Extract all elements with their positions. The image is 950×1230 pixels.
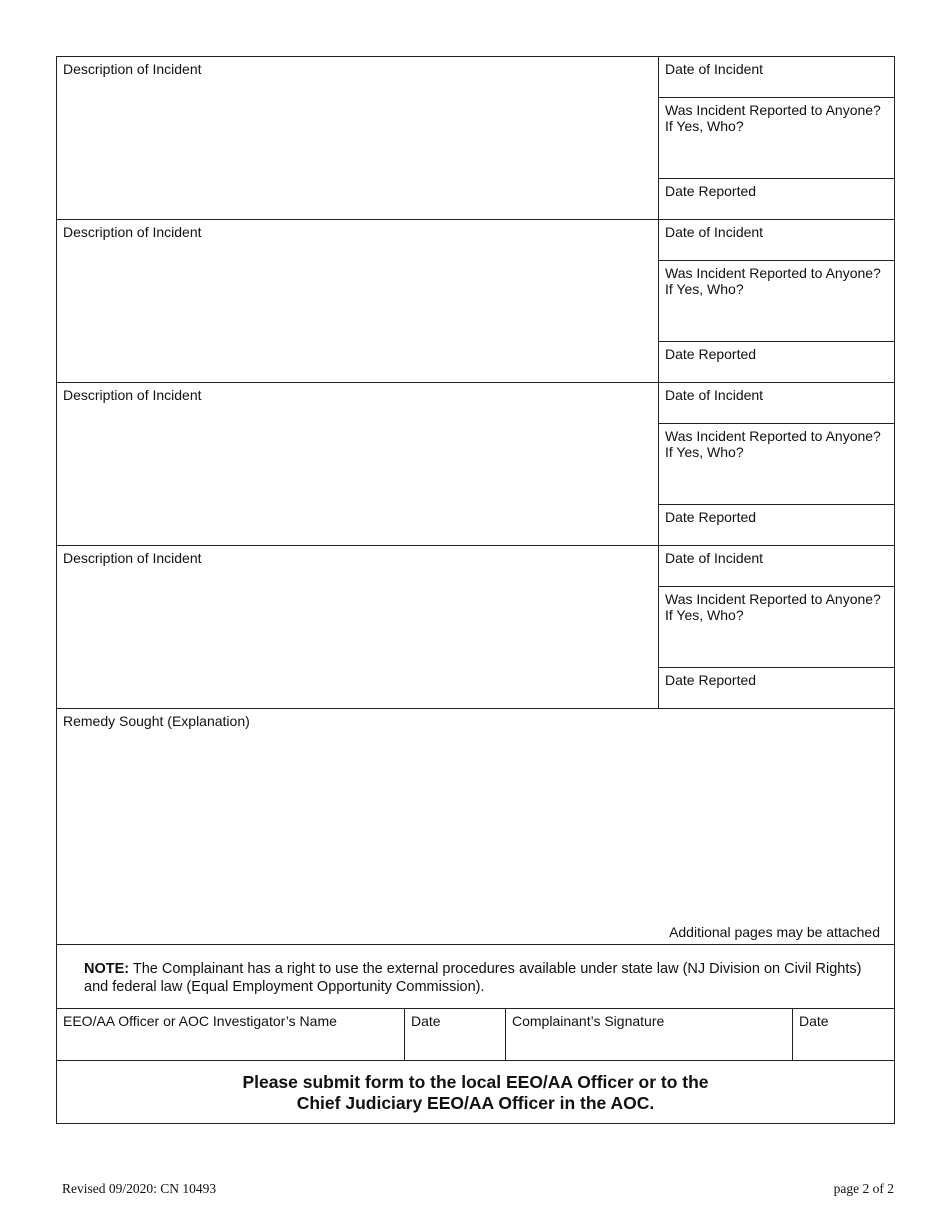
incident-date-field[interactable]: [659, 57, 894, 98]
date-reported-field[interactable]: [659, 668, 894, 708]
incident-block-2: [57, 220, 894, 383]
incident-description-label: Description of Incident: [63, 61, 202, 77]
incident-description-label: Description of Incident: [63, 387, 202, 403]
incident-block-1: [57, 57, 894, 220]
incident-reported-who-label: If Yes, Who?: [665, 118, 744, 134]
incident-date-field[interactable]: [659, 220, 894, 261]
incident-reported-field[interactable]: [659, 424, 894, 505]
incident-reported-label: Was Incident Reported to Anyone?: [665, 428, 881, 444]
incident-description-label: Description of Incident: [63, 550, 202, 566]
incident-date-field[interactable]: [659, 546, 894, 587]
signature-row: [57, 1009, 894, 1061]
incident-description-field[interactable]: [57, 220, 659, 382]
incident-description-field[interactable]: [57, 383, 659, 545]
revision-footer: Revised 09/2020: CN 10493: [62, 1181, 217, 1196]
remedy-sought-field[interactable]: [57, 709, 894, 945]
remedy-sought-label: Remedy Sought (Explanation): [63, 713, 250, 729]
incident-reported-label: Was Incident Reported to Anyone?: [665, 591, 881, 607]
incident-description-field[interactable]: [57, 57, 659, 219]
date-reported-label: Date Reported: [665, 509, 757, 525]
submit-line-2: Chief Judiciary EEO/AA Officer in the AOC.: [296, 1093, 655, 1113]
incident-date-label: Date of Incident: [665, 224, 764, 240]
incident-reported-field[interactable]: [659, 587, 894, 668]
complainant-signature-label: Complainant’s Signature: [512, 1013, 665, 1029]
officer-date-label: Date: [411, 1013, 441, 1029]
note-text: The Complainant has a right to use the external procedures available under state law (NJ Division on Civil Rights) and federal law (Equal Employment Opportunity Commission).: [84, 961, 862, 995]
date-reported-label: Date Reported: [665, 183, 757, 199]
incident-reported-label: Was Incident Reported to Anyone?: [665, 265, 881, 281]
date-reported-field[interactable]: [659, 505, 894, 545]
incident-reported-who-label: If Yes, Who?: [665, 444, 744, 460]
officer-name-label: EEO/AA Officer or AOC Investigator’s Name: [63, 1013, 337, 1029]
officer-name-field[interactable]: [57, 1009, 405, 1060]
submit-instructions: [57, 1061, 894, 1123]
submit-line-1: Please submit form to the local EEO/AA Officer or to the: [242, 1072, 709, 1092]
officer-date-field[interactable]: [405, 1009, 506, 1060]
additional-pages-note: Additional pages may be attached: [669, 924, 880, 940]
complaint-form: [56, 56, 895, 1124]
incident-date-label: Date of Incident: [665, 61, 764, 77]
incident-description-field[interactable]: [57, 546, 659, 708]
incident-reported-label: Was Incident Reported to Anyone?: [665, 102, 881, 118]
date-reported-label: Date Reported: [665, 346, 757, 362]
incident-date-label: Date of Incident: [665, 387, 764, 403]
incident-reported-who-label: If Yes, Who?: [665, 281, 744, 297]
incident-description-label: Description of Incident: [63, 224, 202, 240]
complainant-date-label: Date: [799, 1013, 829, 1029]
incident-block-4: [57, 546, 894, 709]
incident-block-3: [57, 383, 894, 546]
incident-reported-who-label: If Yes, Who?: [665, 607, 744, 623]
complainant-signature-field[interactable]: [506, 1009, 793, 1060]
incident-reported-field[interactable]: [659, 261, 894, 342]
date-reported-label: Date Reported: [665, 672, 757, 688]
note-heading: NOTE:: [84, 961, 130, 977]
complainant-date-field[interactable]: [793, 1009, 894, 1060]
date-reported-field[interactable]: [659, 342, 894, 382]
page-number: page 2 of 2: [833, 1181, 894, 1196]
incident-date-label: Date of Incident: [665, 550, 764, 566]
date-reported-field[interactable]: [659, 179, 894, 219]
incident-date-field[interactable]: [659, 383, 894, 424]
note-section: [57, 945, 894, 1009]
incident-reported-field[interactable]: [659, 98, 894, 179]
